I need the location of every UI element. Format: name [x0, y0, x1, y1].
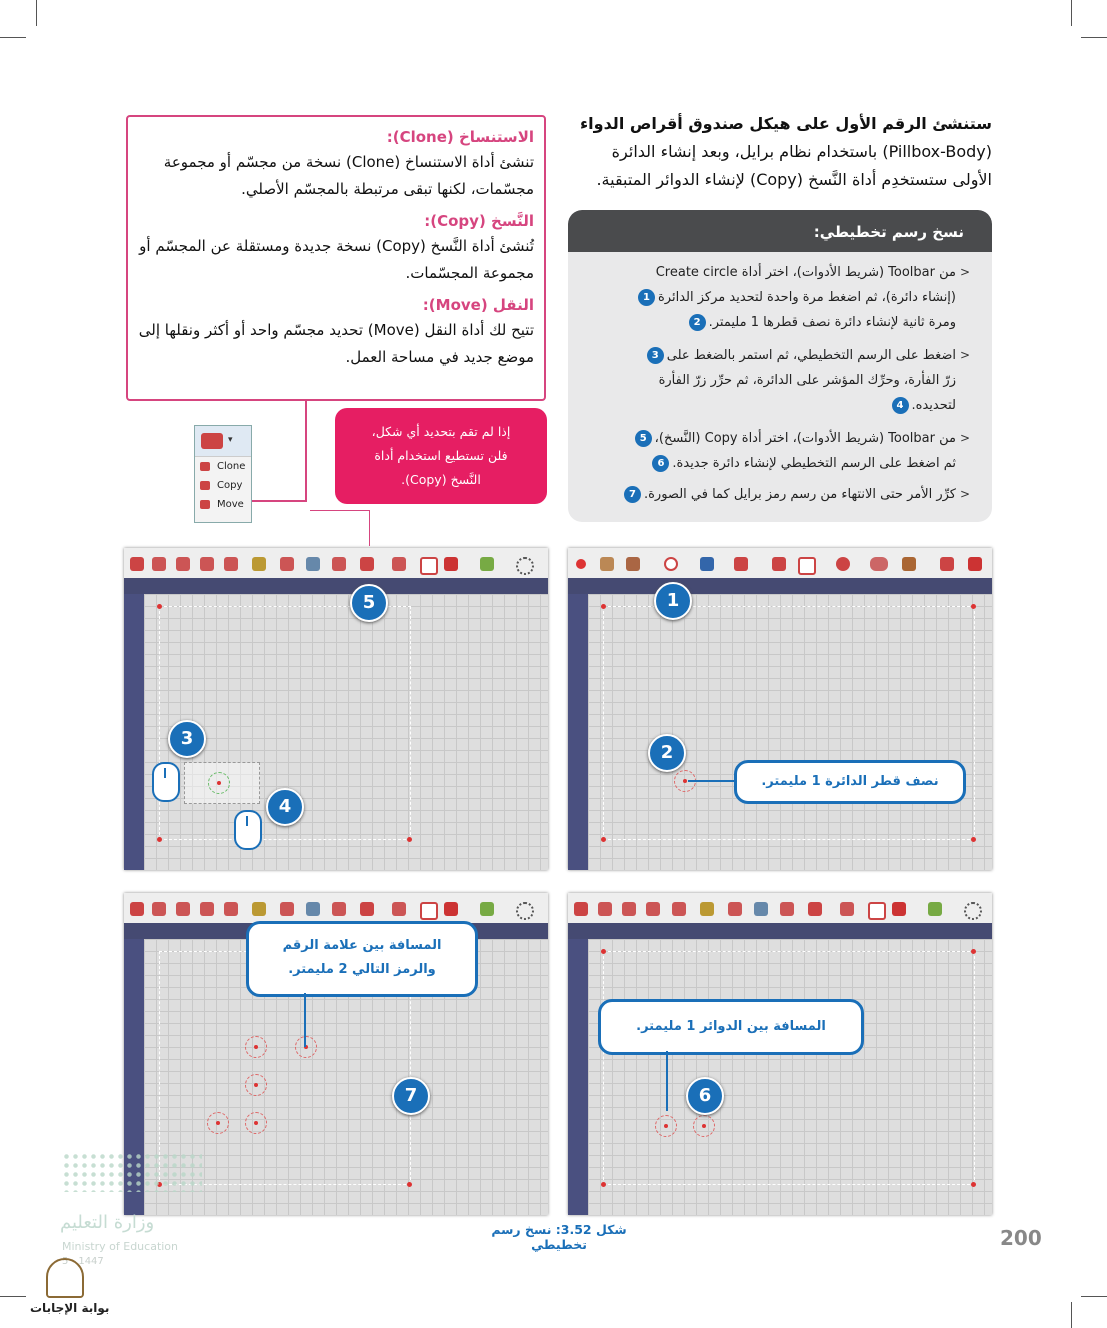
braille-dot — [295, 1036, 317, 1058]
copy-tool-icon[interactable] — [808, 902, 822, 916]
braille-dot — [207, 1112, 229, 1134]
step-3-line-b: ثم اضغط على الرسم التخطيطي لإنشاء دائرة جديدة. — [672, 456, 956, 471]
menu-copy-label: Copy — [217, 480, 243, 491]
selected-circle — [208, 772, 230, 794]
site-logo-icon — [46, 1258, 84, 1298]
point-tool-icon[interactable] — [576, 559, 586, 569]
trim-tool-icon[interactable] — [940, 557, 954, 571]
step-4 — [568, 482, 992, 507]
toolbar-icon[interactable] — [252, 557, 266, 571]
rectangle-tool-icon[interactable] — [798, 557, 816, 575]
step-badge-7: 7 — [624, 486, 641, 503]
step-1 — [568, 260, 992, 335]
menu-clone-label: Clone — [217, 461, 246, 472]
toolbar-icon[interactable] — [176, 557, 190, 571]
screenshot-create-circle — [568, 548, 992, 870]
sketch-grid — [588, 594, 992, 870]
toolbar-icon[interactable] — [306, 902, 320, 916]
corner-point — [971, 949, 976, 954]
step-4-line-a: كرِّر الأمر حتى الانتهاء من رسم رمز برايل كما في الصورة. — [643, 487, 956, 502]
toolbar-icon[interactable] — [152, 557, 166, 571]
toolbar-icon[interactable] — [840, 902, 854, 916]
toolbar-icon[interactable] — [892, 902, 906, 916]
steps-title: نسخ رسم تخطيطي: — [568, 210, 992, 252]
conic-tool-icon[interactable] — [700, 557, 714, 571]
line-tool-icon[interactable] — [600, 557, 614, 571]
note-line-3: النَّسخ (Copy). — [401, 472, 481, 487]
toolbar-icon[interactable] — [420, 902, 438, 920]
toolbar-icon[interactable] — [964, 902, 982, 920]
connector-line — [250, 500, 306, 502]
toolbar-icon[interactable] — [130, 557, 144, 571]
toolbar-icon[interactable] — [224, 902, 238, 916]
step-marker-1: 1 — [654, 582, 692, 620]
bspline-tool-icon[interactable] — [734, 557, 748, 571]
page-number: 200 — [1000, 1226, 1042, 1250]
polygon-tool-icon[interactable] — [836, 557, 850, 571]
braille-dot — [245, 1036, 267, 1058]
copy-tool-icon[interactable] — [360, 557, 374, 571]
clone-copy-move-menu[interactable] — [194, 425, 252, 523]
clone-text: تنشئ أداة الاستنساخ (Clone) نسخة من مجسّم أو مجموعة مجسّمات، لكنها تبقى مرتبطة بالمجسّم الأصلي. — [163, 153, 534, 198]
step-3 — [568, 426, 992, 476]
mouse-release-icon — [234, 810, 262, 850]
toolbar-icon[interactable] — [200, 557, 214, 571]
part-toolbar — [568, 893, 992, 924]
steps-panel — [568, 210, 992, 522]
step-1-line-b: (إنشاء دائرة)، ثم اضغط مرة واحدة لتحديد مركز الدائرة — [658, 290, 956, 305]
copy-tool-icon — [201, 433, 223, 449]
step-2-line-c: لتحديده. — [911, 398, 956, 413]
toolbar-icon[interactable] — [176, 902, 190, 916]
ministry-name-en: Ministry of Education — [62, 1240, 179, 1253]
side-strip — [568, 939, 588, 1215]
screenshot-select-copy — [124, 548, 548, 870]
crop-mark — [0, 1296, 26, 1297]
corner-point — [971, 1182, 976, 1187]
distance-mark-callout — [246, 921, 478, 997]
toolbar-icon[interactable] — [516, 902, 534, 920]
copy-icon — [200, 481, 210, 490]
menu-item-move[interactable] — [195, 495, 251, 514]
mouse-press-icon — [152, 762, 180, 802]
step-2 — [568, 343, 992, 418]
step-1-line-a: < من Toolbar (شريط الأدوات)، اختر أداة Create circle — [655, 265, 956, 280]
radius-callout: نصف قطر الدائرة 1 مليمتر. — [734, 760, 966, 804]
toolbar-icon[interactable] — [332, 557, 346, 571]
side-strip — [568, 594, 588, 870]
view-strip — [124, 578, 548, 594]
intro-line-2: (Pillbox-Body) باستخدام نظام برايل، وبعد إنشاء الدائرة — [611, 142, 992, 161]
step-2-line-a: اضغط على الرسم التخطيطي، ثم استمر بالضغط على — [666, 348, 956, 363]
toolbar-icon[interactable] — [754, 902, 768, 916]
toolbar-icon[interactable] — [252, 902, 266, 916]
toolbar-icon[interactable] — [646, 902, 660, 916]
fillet-tool-icon[interactable] — [902, 557, 916, 571]
site-name: بوابة الإجابات — [30, 1301, 110, 1315]
callout-line — [666, 1051, 668, 1111]
distance-mark-line-1: المسافة بين علامة الرقم — [282, 938, 442, 953]
step-badge-3: 3 — [647, 347, 664, 364]
menu-item-copy[interactable] — [195, 476, 251, 495]
figure-caption: شكل 3.52: نسخ رسم تخطيطي — [491, 1222, 627, 1252]
polyline-tool-icon[interactable] — [772, 557, 786, 571]
toolbar-icon[interactable] — [700, 902, 714, 916]
step-badge-6: 6 — [652, 455, 669, 472]
create-circle-icon[interactable] — [664, 557, 678, 571]
toolbar-icon[interactable] — [444, 902, 458, 916]
toolbar-icon[interactable] — [622, 902, 636, 916]
arc-tool-icon[interactable] — [626, 557, 640, 571]
toolbar-icon[interactable] — [868, 902, 886, 920]
note-line-2: فلن تستطيع استخدام أداة — [374, 448, 508, 463]
dropdown-arrow-icon: ▾ — [228, 435, 233, 445]
intro-line-1: ستنشئ الرقم الأول على هيكل صندوق أقراص الدواء — [579, 114, 992, 133]
extend-tool-icon[interactable] — [968, 557, 982, 571]
toolbar-icon[interactable] — [444, 557, 458, 571]
toolbar-icon[interactable] — [420, 557, 438, 575]
toolbar-icon[interactable] — [516, 557, 534, 575]
corner-point — [971, 837, 976, 842]
view-strip — [568, 923, 992, 939]
crop-mark — [0, 37, 26, 38]
part-toolbar — [124, 893, 548, 924]
step-marker-5: 5 — [350, 584, 388, 622]
corner-point — [157, 604, 162, 609]
corner-point — [971, 604, 976, 609]
intro-paragraph — [567, 110, 992, 194]
toolbar-icon[interactable] — [306, 557, 320, 571]
step-marker-4: 4 — [266, 788, 304, 826]
callout-line — [688, 780, 734, 782]
view-strip — [568, 578, 992, 594]
sketch-circle — [655, 1115, 677, 1137]
clone-icon — [200, 462, 210, 471]
corner-point — [601, 837, 606, 842]
note-pointer — [310, 510, 370, 511]
toolbar-icon[interactable] — [728, 902, 742, 916]
corner-point — [407, 837, 412, 842]
copy-tool-button[interactable] — [195, 426, 251, 457]
crop-mark — [1081, 1296, 1107, 1297]
intro-line-3: الأولى ستستخدِم أداة النَّسخ (Copy) لإنشاء الدوائر المتبقية. — [596, 170, 992, 189]
corner-point — [157, 837, 162, 842]
step-3-line-a: من Toolbar (شريط الأدوات)، اختر أداة Copy (النَّسخ)، — [654, 431, 956, 446]
step-2-line-b: زرّ الفأرة، وحرِّك المؤشر على الدائرة، ثم حرِّر زرّ الفأرة — [658, 373, 956, 388]
sketcher-toolbar — [568, 548, 992, 579]
toolbar-icon[interactable] — [224, 557, 238, 571]
step-marker-2: 2 — [648, 734, 686, 772]
toolbar-icon[interactable] — [392, 557, 406, 571]
copy-text: تُنشئ أداة النَّسخ (Copy) نسخة جديدة ومستقلة عن المجسّم أو مجموعة المجسّمات. — [139, 237, 534, 282]
step-badge-2: 2 — [689, 314, 706, 331]
ministry-logo-dots — [62, 1152, 202, 1192]
corner-point — [601, 1182, 606, 1187]
screenshot-copied-circle — [568, 893, 992, 1215]
toolbar-icon[interactable] — [280, 902, 294, 916]
slot-tool-icon[interactable] — [870, 557, 888, 571]
braille-dot — [245, 1112, 267, 1134]
corner-point — [601, 949, 606, 954]
sketch-grid — [588, 939, 992, 1215]
step-badge-1: 1 — [638, 289, 655, 306]
move-text: تتيح لك أداة النقل (Move) تحديد مجسّم واحد أو أكثر ونقلها إلى موضع جديد في مساحة العمل. — [138, 321, 534, 366]
step-marker-7: 7 — [392, 1077, 430, 1115]
side-strip — [124, 594, 144, 870]
part-toolbar — [124, 548, 548, 579]
sketch-frame — [603, 951, 975, 1185]
warning-note — [335, 408, 547, 504]
copied-circle — [693, 1115, 715, 1137]
note-line-1: إذا لم تقم بتحديد أي شكل، — [371, 424, 511, 439]
step-1-line-c: ومرة ثانية لإنشاء دائرة نصف قطرها 1 مليمتر. — [708, 315, 956, 330]
clone-heading: الاستنساخ (Clone): — [386, 128, 534, 146]
toolbar-icon[interactable] — [574, 902, 588, 916]
step-marker-6: 6 — [686, 1077, 724, 1115]
toolbar-icon[interactable] — [392, 902, 406, 916]
toolbar-icon[interactable] — [598, 902, 612, 916]
toolbar-icon[interactable] — [280, 557, 294, 571]
step-marker-3: 3 — [168, 720, 206, 758]
corner-point — [407, 1182, 412, 1187]
callout-line — [304, 993, 306, 1047]
toolbar-icon[interactable] — [928, 902, 942, 916]
corner-point — [601, 604, 606, 609]
copy-tool-icon[interactable] — [360, 902, 374, 916]
note-pointer — [369, 510, 370, 546]
toolbar-icon[interactable] — [672, 902, 686, 916]
toolbar-icon[interactable] — [130, 902, 144, 916]
distance-mark-line-2: والرمز التالي 2 مليمتر. — [288, 962, 436, 977]
definitions-box — [126, 115, 546, 401]
distance-circles-callout: المسافة بين الدوائر 1 مليمتر. — [598, 999, 864, 1055]
braille-dot — [245, 1074, 267, 1096]
sketch-frame — [603, 606, 975, 840]
crop-mark — [1081, 37, 1107, 38]
toolbar-icon[interactable] — [332, 902, 346, 916]
ministry-year: 5 - 1447 — [62, 1256, 104, 1267]
crop-mark — [1071, 1302, 1072, 1328]
step-badge-5: 5 — [635, 430, 652, 447]
ministry-name-ar: وزارة التعليم — [60, 1212, 155, 1233]
menu-item-clone[interactable] — [195, 457, 251, 476]
move-heading: النقل (Move): — [422, 296, 534, 314]
toolbar-icon[interactable] — [780, 902, 794, 916]
step-badge-4: 4 — [892, 397, 909, 414]
toolbar-icon[interactable] — [480, 902, 494, 916]
connector-line — [305, 401, 307, 502]
move-icon — [200, 500, 210, 509]
crop-mark — [36, 0, 37, 26]
menu-move-label: Move — [217, 499, 244, 510]
copy-heading: النَّسخ (Copy): — [424, 212, 534, 230]
toolbar-icon[interactable] — [152, 902, 166, 916]
toolbar-icon[interactable] — [480, 557, 494, 571]
toolbar-icon[interactable] — [200, 902, 214, 916]
crop-mark — [1071, 0, 1072, 26]
